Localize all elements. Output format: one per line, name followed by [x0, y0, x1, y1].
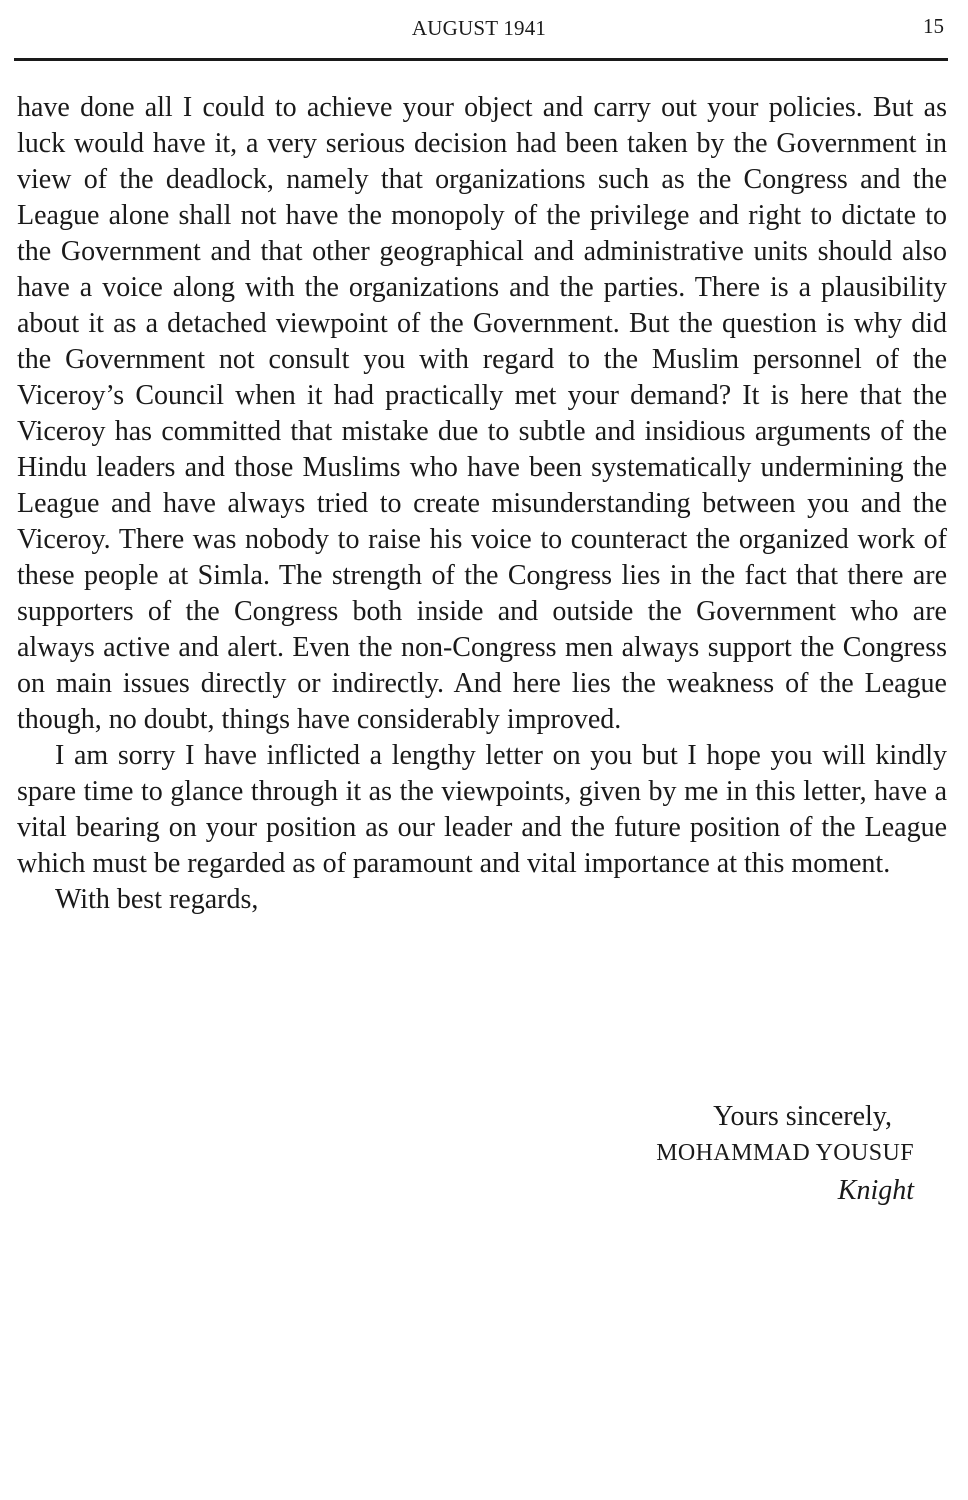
paragraph-regards: With best regards,: [55, 884, 259, 915]
paragraph-continuation: have done all I could to achieve your object and carry out your policies. But as luck would have it, a very serious decision had been taken by the Government in view of the deadlock, namely that organizations such as the Congress and the League alone shall not have the monopoly of the privilege and right to dictate to the Government and that other geographical and administrative units should also have a voice along with the organizations and the parties. There is a plausibility about it as a detached viewpoint of the Government. But the question is why did the Government not consult you with regard to the Muslim personnel of the Viceroy’s Council when it had practically met your demand? It is here that the Viceroy has committed that mistake due to subtle and insidious arguments of the Hindu leaders and those Muslims who have been systematically undermining the League and have always tried to create misunderstanding between you and the Viceroy. There was nobody to raise his voice to counteract the organized work of these people at Simla. The strength of the Congress lies in the fact that there are supporters of the Congress both inside and outside the Government who are always active and alert. Even the non-Congress men always support the Congress on main issues directly or indirectly. And here lies the weakness of the League though, no doubt, things have considerably improved.: [17, 92, 947, 735]
running-title: AUGUST 1941: [411, 16, 547, 40]
letter-body: [17, 90, 947, 918]
header-rule: [14, 58, 948, 61]
paragraph-apology: I am sorry I have inflicted a lengthy letter on you but I hope you will kindly spare time to glance through it as the viewpoints, given by me in this letter, have a vital bearing on your position as our leader and the future position of the League which must be regarded as of paramount and vital importance at this moment.: [17, 740, 947, 879]
signature-title: Knight: [837, 1175, 914, 1206]
page-number: 15: [923, 14, 944, 38]
signature-name: MOHAMMAD YOUSUF: [656, 1140, 914, 1166]
signature-block: [514, 1098, 914, 1209]
running-head: [0, 12, 968, 46]
signature-closing: Yours sincerely,: [713, 1101, 892, 1132]
